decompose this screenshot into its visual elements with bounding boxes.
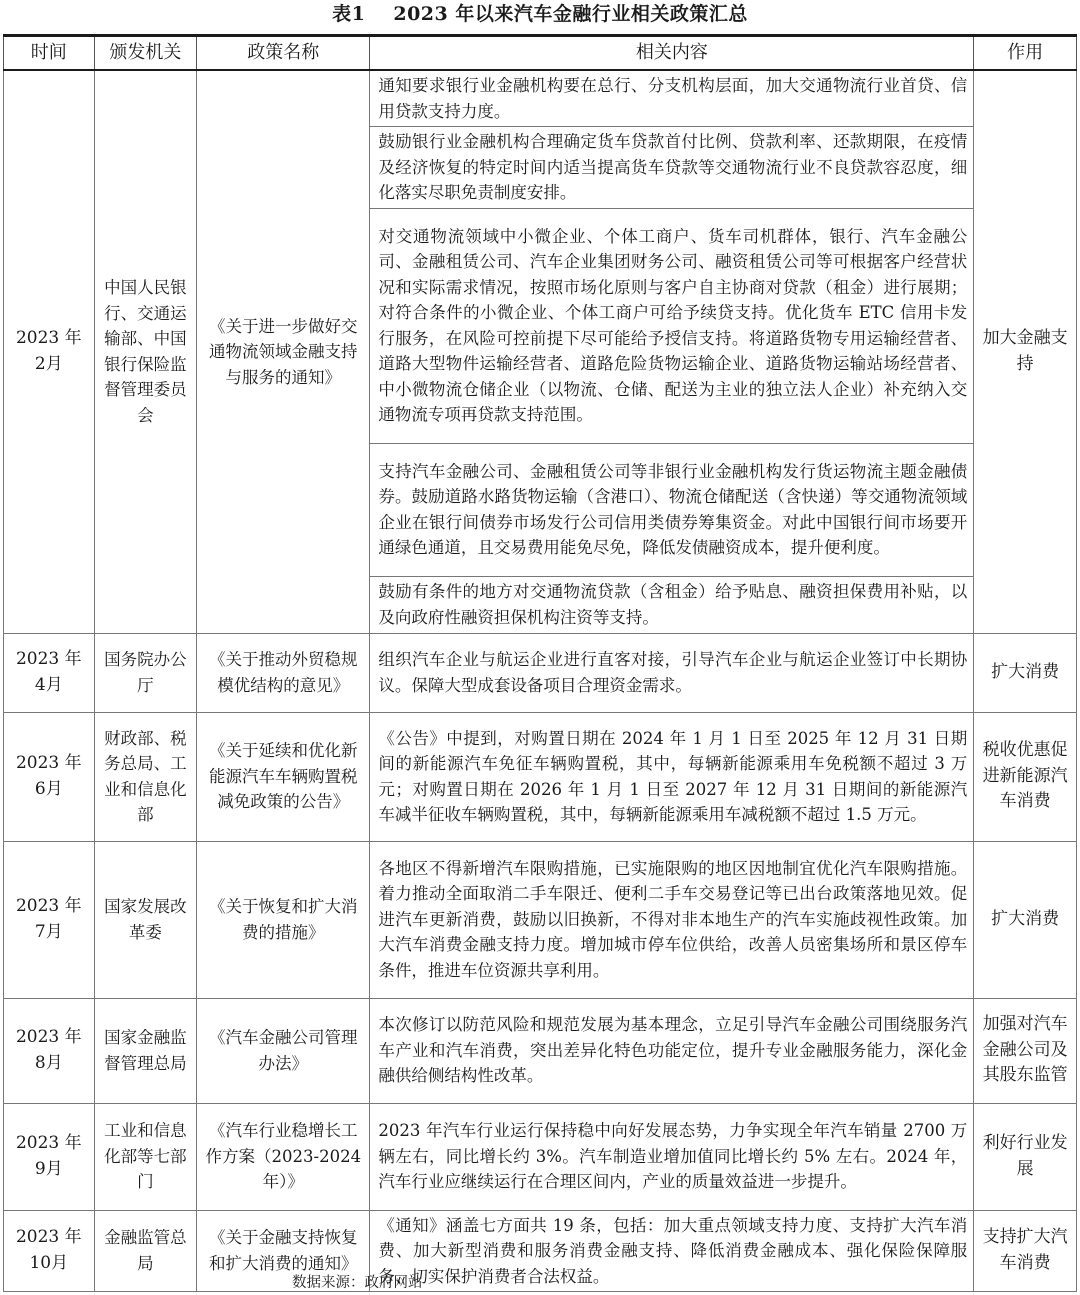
- table-row: [4, 633, 1077, 712]
- header-name: 政策名称: [197, 36, 370, 71]
- table-row: [4, 70, 1077, 127]
- row-role: 利好行业发展: [974, 1103, 1077, 1210]
- row-content: 组织汽车企业与航运企业进行直客对接，引导汽车企业与航运企业签订中长期协议。保障大型成套设备项目合理资金需求。: [370, 633, 974, 712]
- header-row: [4, 36, 1077, 71]
- header-issuer: 颁发机关: [94, 36, 197, 71]
- table-caption: [0, 0, 1080, 34]
- row-issuer: 工业和信息化部等七部门: [94, 1103, 197, 1210]
- row-role: 支持扩大汽车消费: [974, 1210, 1077, 1292]
- row-content: 对交通物流领域中小微企业、个体工商户、货车司机群体，银行、汽车金融公司、金融租赁公司、汽车企业集团财务公司、融资租赁公司等可根据客户经营状况和实际需求情况，按照市场化原则与客户自主协商对贷款（租金）进行展期；对符合条件的小微企业、个体工商户可给予续贷支持。优化货车 ETC 信用卡发行服务，在风险可控前提下尽可能给予授信支持。将道路货物专用运输经营者、道路大型物件运输经营者、道路危险货物运输企业、道路货物运输站场经营者、中小微物流仓储企业（以物流、仓储、配送为主业的独立法人企业）补充纳入交通物流专项再贷款支持范围。: [370, 208, 974, 443]
- table-row: [4, 1210, 1077, 1292]
- row-time: 2023 年 10月: [4, 1210, 95, 1292]
- table-row: [4, 841, 1077, 998]
- row-issuer: 金融监管总局: [94, 1210, 197, 1292]
- row-content: 支持汽车金融公司、金融租赁公司等非银行业金融机构发行货运物流主题金融债券。鼓励道路水路货物运输（含港口）、物流仓储配送（含快递）等交通物流领域企业在银行间债券市场发行公司信用类债券筹集资金。对此中国银行间市场要开通绿色通道，且交易费用能免尽免，降低发债融资成本，提升便利度。: [370, 443, 974, 576]
- row-policy-name: 《关于恢复和扩大消费的措施》: [197, 841, 370, 998]
- row-content: 2023 年汽车行业运行保持稳中向好发展态势，力争实现全年汽车销量 2700 万辆左右，同比增长约 3%。汽车制造业增加值同比增长约 5% 左右。2024 年，汽车行业应继续运行在合理区间内，产业的质量效益进一步提升。: [370, 1103, 974, 1210]
- table-row: [4, 712, 1077, 841]
- row-content: 本次修订以防范风险和规范发展为基本理念，立足引导汽车金融公司围绕服务汽车产业和汽车消费，突出差异化特色功能定位，提升专业金融服务能力，深化金融供给侧结构性改革。: [370, 998, 974, 1103]
- table-title: 2023 年以来汽车金融行业相关政策汇总: [393, 3, 748, 25]
- row-role: 加大金融支持: [974, 70, 1077, 633]
- row-policy-name: 《汽车行业稳增长工作方案（2023-2024 年）》: [197, 1103, 370, 1210]
- row-role: 扩大消费: [974, 633, 1077, 712]
- row-time: 2023 年 8月: [4, 998, 95, 1103]
- row-role: 税收优惠促进新能源汽车消费: [974, 712, 1077, 841]
- header-role: 作用: [974, 36, 1077, 71]
- row-policy-name: 《关于金融支持恢复和扩大消费的通知》: [197, 1210, 370, 1292]
- row-policy-name: 《汽车金融公司管理办法》: [197, 998, 370, 1103]
- header-content: 相关内容: [370, 36, 974, 71]
- row-content: 通知要求银行业金融机构要在总行、分支机构层面，加大交通物流行业首贷、信用贷款支持力度。: [370, 70, 974, 127]
- row-issuer: 国务院办公厅: [94, 633, 197, 712]
- row-content: 鼓励有条件的地方对交通物流贷款（含租金）给予贴息、融资担保费用补贴，以及向政府性融资担保机构注资等支持。: [370, 576, 974, 633]
- row-policy-name: 《关于延续和优化新能源汽车车辆购置税减免政策的公告》: [197, 712, 370, 841]
- table-row: [4, 1103, 1077, 1210]
- row-content: 鼓励银行业金融机构合理确定货车贷款首付比例、贷款利率、还款期限，在疫情及经济恢复的特定时间内适当提高货车贷款等交通物流行业不良贷款容忍度，细化落实尽职免责制度安排。: [370, 127, 974, 209]
- header-time: 时间: [4, 36, 95, 71]
- row-issuer: 财政部、税务总局、工业和信息化部: [94, 712, 197, 841]
- row-time: 2023 年 9月: [4, 1103, 95, 1210]
- table-number: 表1: [332, 3, 366, 25]
- row-policy-name: 《关于进一步做好交通物流领域金融支持与服务的通知》: [197, 70, 370, 633]
- row-issuer: 国家发展改革委: [94, 841, 197, 998]
- row-content: 《公告》中提到，对购置日期在 2024 年 1 月 1 日至 2025 年 12 月 31 日期间的新能源汽车免征车辆购置税，其中，每辆新能源乘用车免税额不超过 3 万元；对购置日期在 2026 年 1 月 1 日至 2027 年 12 月 31 日期间的新能源汽车减半征收车辆购置税，其中，每辆新能源乘用车减税额不超过 1.5 万元。: [370, 712, 974, 841]
- policy-table: [3, 34, 1077, 1292]
- table-row: [4, 998, 1077, 1103]
- row-content: 各地区不得新增汽车限购措施，已实施限购的地区因地制宜优化汽车限购措施。着力推动全面取消二手车限迁、便利二手车交易登记等已出台政策落地见效。促进汽车更新消费，鼓励以旧换新，不得对非本地生产的汽车实施歧视性政策。加大汽车消费金融支持力度。增加城市停车位供给，改善人员密集场所和景区停车条件，推进车位资源共享利用。: [370, 841, 974, 998]
- row-issuer: 中国人民银行、交通运输部、中国银行保险监督管理委员会: [94, 70, 197, 633]
- row-content: 《通知》涵盖七方面共 19 条，包括：加大重点领域支持力度、支持扩大汽车消费、加大新型消费和服务消费金融支持、降低消费金融成本、强化保险保障服务、切实保护消费者合法权益。: [370, 1210, 974, 1292]
- row-role: 扩大消费: [974, 841, 1077, 998]
- row-time: 2023 年 6月: [4, 712, 95, 841]
- row-policy-name: 《关于推动外贸稳规模优结构的意见》: [197, 633, 370, 712]
- row-time: 2023 年 2月: [4, 70, 95, 633]
- row-time: 2023 年 7月: [4, 841, 95, 998]
- data-source-note: 数据来源：政府网站: [292, 1275, 423, 1291]
- row-role: 加强对汽车金融公司及其股东监管: [974, 998, 1077, 1103]
- row-issuer: 国家金融监督管理总局: [94, 998, 197, 1103]
- row-time: 2023 年 4月: [4, 633, 95, 712]
